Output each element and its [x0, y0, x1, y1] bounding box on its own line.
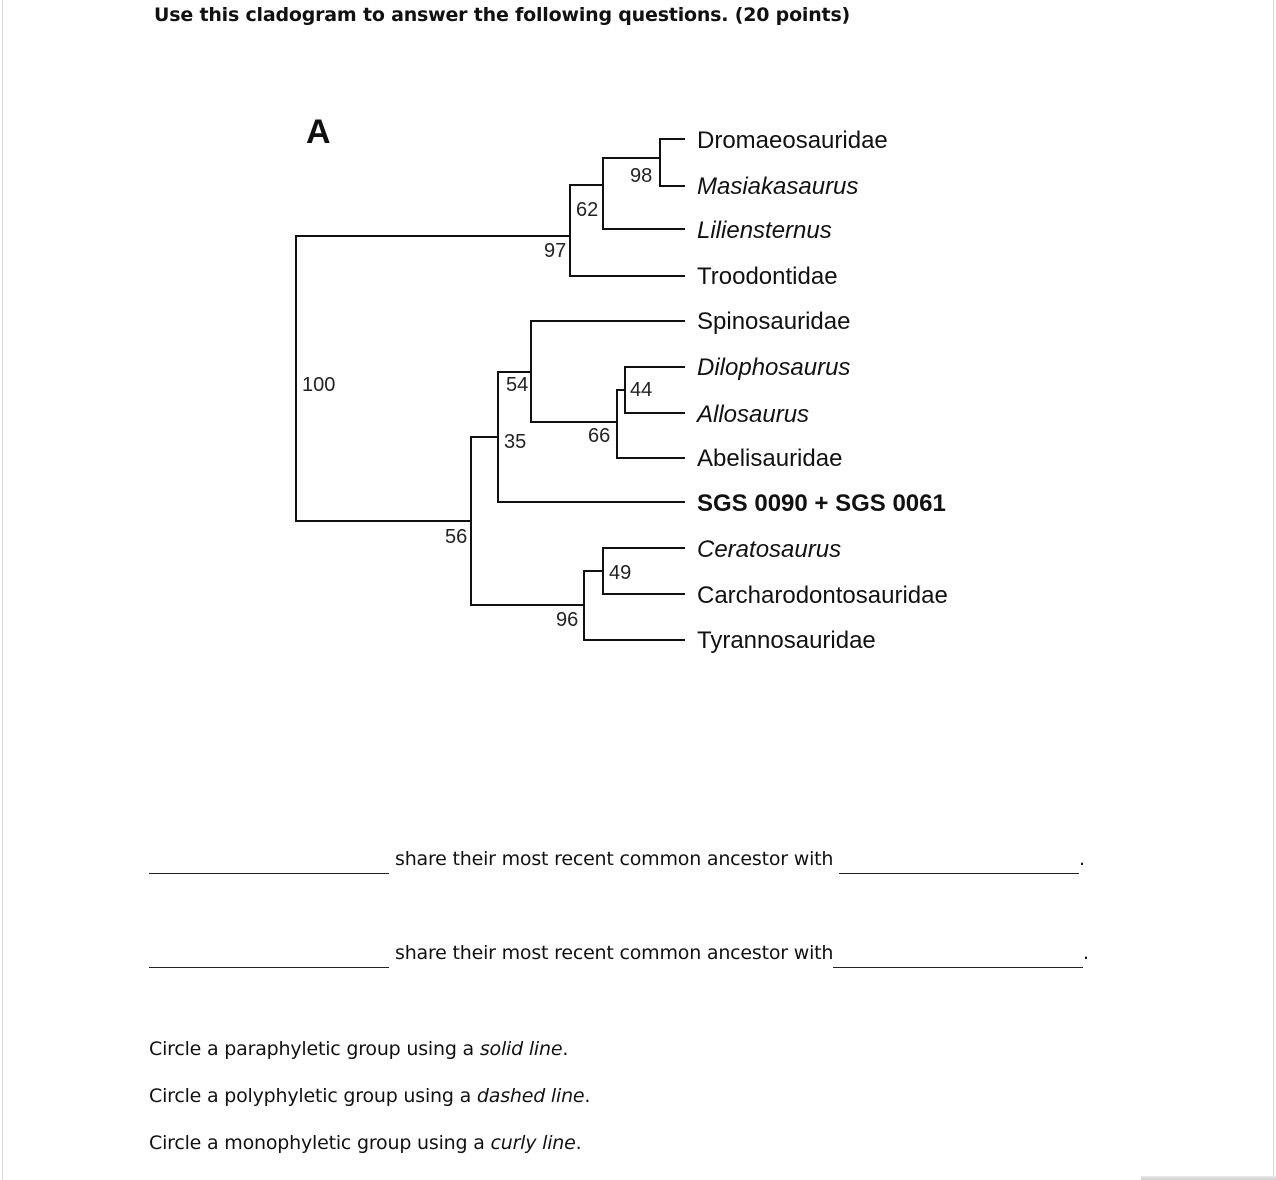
question-1 — [149, 848, 1089, 878]
answer-blank-1a[interactable] — [149, 873, 389, 874]
panel-label: A — [306, 113, 331, 151]
support-value-97: 97 — [544, 240, 567, 262]
instruction-monophyletic — [149, 1132, 581, 1154]
answer-blank-1b[interactable] — [839, 873, 1079, 874]
instruction-paraphyletic-emphasis: solid line — [479, 1038, 563, 1060]
answer-blank-2b[interactable] — [833, 967, 1083, 968]
support-value-49: 49 — [609, 562, 632, 584]
support-value-44: 44 — [630, 379, 653, 401]
instruction-monophyletic-emphasis: curly line — [490, 1132, 576, 1154]
taxon-troodontidae: Troodontidae — [697, 263, 838, 290]
support-value-66: 66 — [588, 425, 611, 447]
worksheet-heading: Use this cladogram to answer the following questions. (20 points) — [154, 4, 851, 26]
taxon-masiakasaurus: Masiakasaurus — [697, 173, 859, 200]
instruction-polyphyletic-prefix: Circle a polyphyletic group using a — [149, 1085, 477, 1107]
instruction-polyphyletic — [149, 1085, 590, 1107]
support-value-35: 35 — [504, 431, 527, 453]
taxon-labels — [695, 127, 948, 654]
instruction-paraphyletic-prefix: Circle a paraphyletic group using a — [149, 1038, 480, 1060]
instruction-paraphyletic — [149, 1038, 568, 1060]
support-value-54: 54 — [506, 374, 529, 396]
question-2-period: . — [1083, 942, 1090, 964]
instruction-polyphyletic-emphasis: dashed line — [476, 1085, 585, 1107]
taxon-sgs-0090-sgs-0061: SGS 0090 + SGS 0061 — [697, 490, 946, 517]
taxon-liliensternus: Liliensternus — [697, 217, 832, 244]
question-2-text: share their most recent common ancestor with — [395, 942, 834, 964]
taxon-tyrannosauridae: Tyrannosauridae — [697, 627, 876, 654]
question-2 — [149, 942, 1089, 972]
support-value-98: 98 — [630, 165, 653, 187]
instruction-monophyletic-prefix: Circle a monophyletic group using a — [149, 1132, 491, 1154]
support-value-100: 100 — [302, 374, 336, 396]
taxon-dilophosaurus: Dilophosaurus — [697, 354, 851, 381]
support-value-96: 96 — [556, 609, 579, 631]
answer-blank-2a[interactable] — [149, 967, 389, 968]
taxon-abelisauridae: Abelisauridae — [697, 445, 843, 472]
taxon-spinosauridae: Spinosauridae — [697, 308, 851, 335]
support-value-56: 56 — [445, 526, 468, 548]
taxon-dromaeosauridae: Dromaeosauridae — [697, 127, 888, 154]
taxon-carcharodontosauridae: Carcharodontosauridae — [697, 582, 948, 609]
support-values — [302, 165, 652, 631]
page-corner-shadow — [1141, 1176, 1276, 1180]
support-value-62: 62 — [576, 199, 599, 221]
taxon-ceratosaurus: Ceratosaurus — [697, 536, 842, 563]
instruction-paraphyletic-suffix: . — [562, 1038, 569, 1060]
taxon-allosaurus: Allosaurus — [697, 401, 810, 428]
question-1-period: . — [1079, 848, 1086, 870]
question-1-text: share their most recent common ancestor with — [395, 848, 834, 870]
instruction-monophyletic-suffix: . — [575, 1132, 582, 1154]
instruction-polyphyletic-suffix: . — [584, 1085, 591, 1107]
